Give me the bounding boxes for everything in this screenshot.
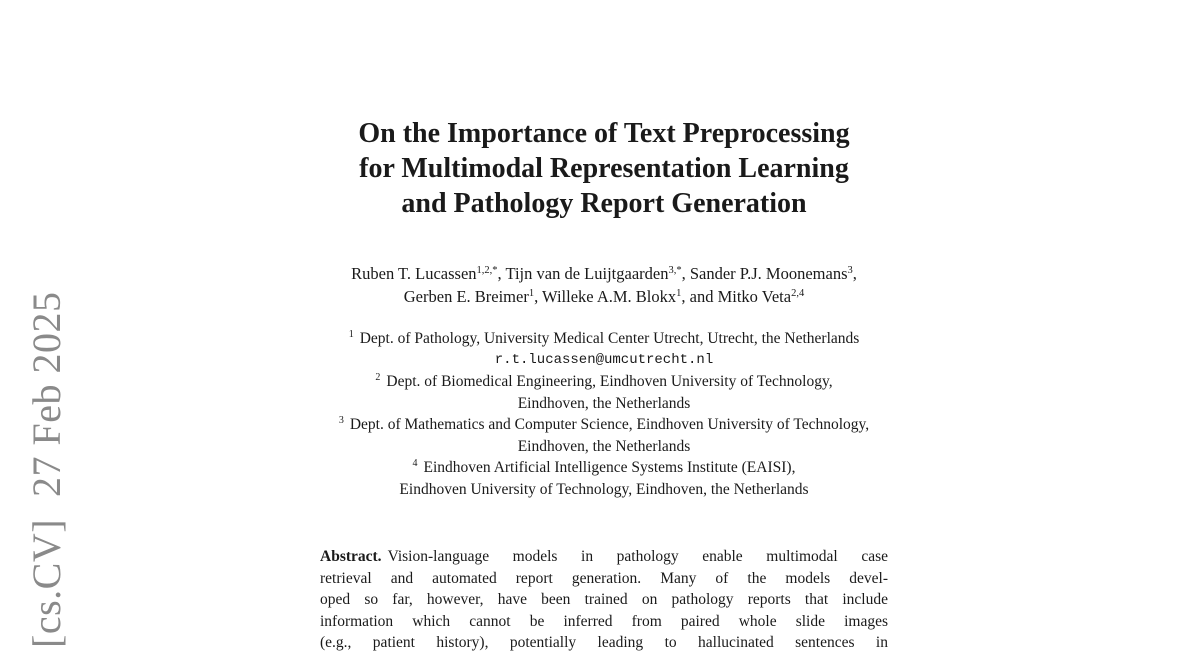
affiliation-list [230,328,978,500]
title-line-2: for Multimodal Representation Learning [359,153,849,184]
affiliation-2 [230,371,978,393]
author-conjunction: and [689,287,714,306]
author-affil-marker: 1,2,* [476,265,498,276]
affiliation-3-cont: Eindhoven, the Netherlands [517,437,691,455]
abstract-line: information which cannot be inferred from paired whole slide images [320,612,888,630]
abstract [320,546,888,654]
abstract-line: (e.g., patient history), potentially leading to hallucinated sentences in [320,634,888,651]
affiliation-text: Eindhoven Artificial Intelligence Systems Institute (EAISI), [423,459,796,476]
abstract-text: Vision-language models in pathology enable multimodal case [387,548,888,565]
abstract-label: Abstract. [320,548,382,565]
arxiv-category: [cs.CV] [24,518,69,648]
affiliation-4 [230,457,978,479]
affiliation-4-cont: Eindhoven University of Technology, Eindhoven, the Netherlands [399,480,809,498]
abstract-line [320,546,888,568]
abstract-line: retrieval and automated report generation. Many of the models devel- [320,569,888,587]
author-affil-marker: 2,4 [791,288,805,299]
author-affil-marker: 1 [676,288,682,299]
affiliation-text: Dept. of Pathology, University Medical Center Utrecht, Utrecht, the Netherlands [359,330,860,347]
title-line-3: and Pathology Report Generation [401,188,807,219]
affiliation-3 [230,414,978,436]
abstract-line: oped so far, however, have been trained on pathology reports that include [320,591,888,608]
affiliation-number: 3 [338,415,344,426]
affiliation-1 [230,328,978,350]
author-name: Willeke A.M. Blokx [542,287,677,306]
author-name: Mitko Veta [717,287,792,306]
affiliation-text: Dept. of Mathematics and Computer Science, Eindhoven University of Technology, [349,416,870,433]
author-affil-marker: 3,* [668,265,682,276]
title-line-1: On the Importance of Text Preprocessing [358,118,850,149]
affiliation-number: 1 [348,329,354,340]
affiliation-2-cont: Eindhoven, the Netherlands [517,394,691,412]
affiliation-number: 4 [412,458,418,469]
corresponding-email[interactable]: r.t.lucassen@umcutrecht.nl [494,351,714,368]
affiliation-text: Dept. of Biomedical Engineering, Eindhoven University of Technology, [386,373,833,390]
author-name: Ruben T. Lucassen [351,264,477,283]
author-list [230,262,978,308]
author-line-2: Gerben E. Breimer$^1$, Willeke A.M. Blokx$^1$, and Mitko Veta$^{2,4}$ [403,287,805,306]
author-name: Tijn van de Luijtgaarden [505,264,669,283]
paper-title [230,116,978,221]
arxiv-date: 27 Feb 2025 [24,291,69,497]
author-name: Gerben E. Breimer [403,287,529,306]
author-affil-marker: 1 [528,288,535,299]
affiliation-number: 2 [375,372,381,383]
arxiv-side-stamp [24,291,69,648]
author-name: Sander P.J. Moonemans [689,264,848,283]
author-line-1: Ruben T. Lucassen$^{1,2,*}$, Tijn van de Luijtgaarden$^{3,*}$, Sander P.J. Moonemans$^3$, [351,264,857,283]
author-affil-marker: 3 [847,265,853,276]
